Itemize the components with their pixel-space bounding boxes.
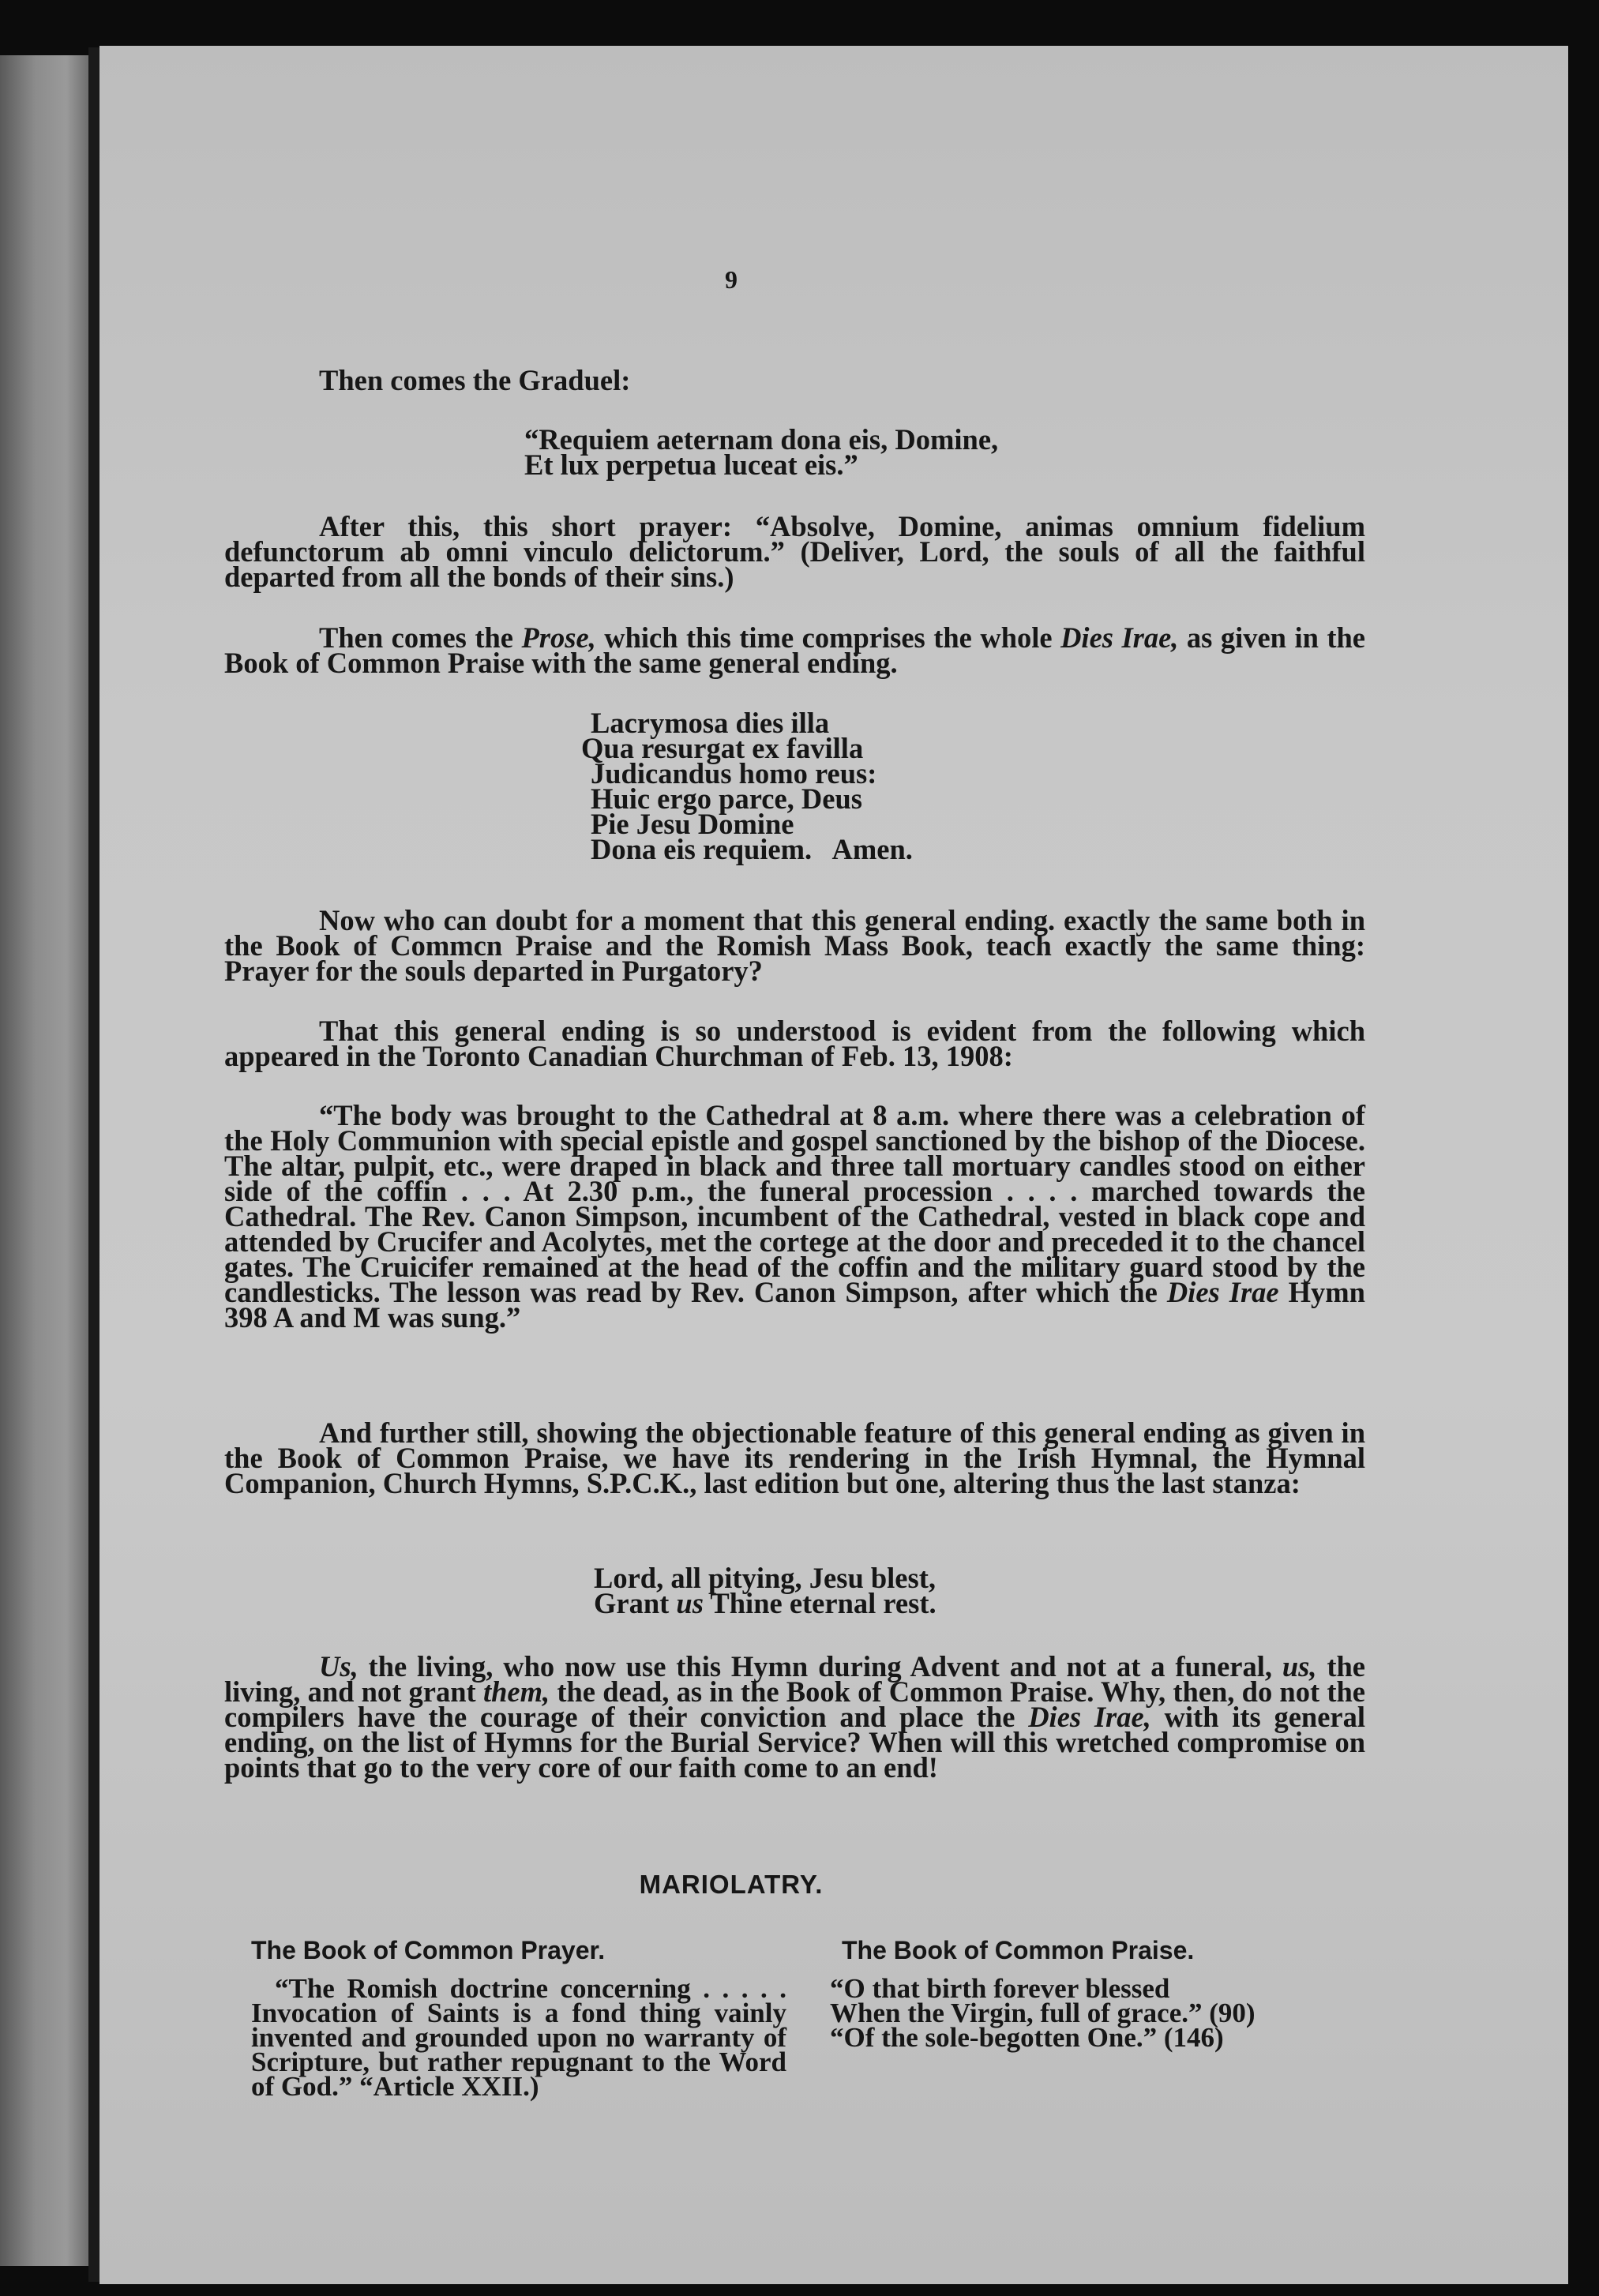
page-number: 9	[725, 265, 738, 294]
quote-paragraph: “The body was brought to the Cathedral at 8 a.m. where there was a celebration of the Holy Communion with special epistle and gospel sanctioned by the bishop of the Diocese. The altar, pulpit, etc., were draped in black and three tall mortuary candles stood on either side of the coffin . . . At 2.30 p.m., the funeral procession . . . . marched towards the Cathedral. The Rev. Canon Simpson, incumbent of the Cathedral, vested in black cope and attended by Crucifer and Acolytes, met the cortege at the door and preceded it to the chancel gates. The Cruicifer remained at the head of the coffin and the military guard stood by the candlesticks. The lesson was read by Rev. Canon Simpson, after which the Dies Irae Hymn 398 A and M was sung.”	[224, 1099, 1365, 1334]
further-paragraph: And further still, showing the objectionable feature of this general ending as given in the Book of Common Praise, we have its rendering in the Irish Hymnal, the Hymnal Companion, Church Hymns, S.P.C.K., last edition but one, altering thus the last stanza:	[224, 1416, 1365, 1499]
verse-line: “Requiem aeternam dona eis, Domine,	[524, 423, 999, 456]
lacrymosa-verse	[581, 707, 913, 865]
graduel-verse	[524, 423, 999, 481]
dies-irae-italic: Dies Irae,	[1060, 621, 1179, 654]
verse-line: Huic ergo parce, Deus	[591, 782, 862, 815]
verse-line: When the Virgin, full of grace.” (90)	[830, 1998, 1256, 2028]
prose-italic: Prose,	[521, 621, 596, 654]
doubt-paragraph: Now who can doubt for a moment that this general ending. exactly the same both in the Book of Commcn Praise and the Romish Mass Book, teach exactly the same thing: Prayer for the souls departed in Purgatory?	[224, 904, 1365, 987]
common-prayer-text: “The Romish doctrine concerning . . . . . Invocation of Saints is a fond thing vainly invented and grounded upon no warranty of Scripture, but rather repugnant to the Word of God.” “Article XXII.)	[251, 1973, 786, 2102]
book-gutter	[88, 47, 99, 2282]
verse-line: Grant us Thine eternal rest.	[594, 1587, 937, 1619]
graduel-intro: Then comes the Graduel:	[319, 364, 631, 396]
verse-line: Judicandus homo reus:	[591, 757, 877, 790]
verse-line: Lord, all pitying, Jesu blest,	[594, 1562, 936, 1594]
mariolatry-heading: MARIOLATRY.	[639, 1870, 824, 1899]
common-prayer-title: The Book of Common Prayer.	[251, 1936, 606, 1964]
lord-verse	[594, 1562, 937, 1619]
verse-line: “O that birth forever blessed	[830, 1973, 1170, 2004]
verse-line: Pie Jesu Domine	[591, 808, 794, 840]
dies-irae-italic: Dies Irae	[1166, 1276, 1279, 1308]
understood-paragraph: That this general ending is so understood is evident from the following which appeared in the Toronto Canadian Churchman of Feb. 13, 1908:	[224, 1015, 1365, 1072]
us-paragraph: Us, the living, who now use this Hymn during Advent and not at a funeral, us, the living, and not grant them, the dead, as in the Book of Common Praise. Why, then, do not the compilers have the courage of their conviction and place the Dies Irae, with its general ending, on the list of Hymns for the Burial Service? When will this wretched compromise on points that go to the very core of our faith come to an end!	[224, 1650, 1366, 1784]
verse-line: Dona eis requiem. Amen.	[591, 833, 913, 865]
document-page	[99, 46, 1568, 2284]
verse-line: Et lux perpetua luceat eis.”	[524, 448, 858, 481]
verse-line: Qua resurgat ex favilla	[581, 732, 864, 764]
absolve-paragraph: After this, this short prayer: “Absolve, Domine, animas omnium fidelium defunctorum ab omni vinculo delictorum.” (Deliver, Lord, the souls of all the faithful departed from all the bonds of their sins.)	[224, 510, 1365, 593]
common-praise-title: The Book of Common Praise.	[842, 1936, 1195, 1964]
prose-paragraph: Then comes the Prose, which this time comprises the whole Dies Irae, as given in the Book of Common Praise with the same general ending.	[224, 621, 1366, 679]
common-praise-text	[830, 1973, 1367, 2053]
facing-page-edge	[0, 55, 88, 2266]
verse-line: “Of the sole-begotten One.” (146)	[830, 2022, 1224, 2053]
verse-line: Lacrymosa dies illa	[591, 707, 830, 739]
